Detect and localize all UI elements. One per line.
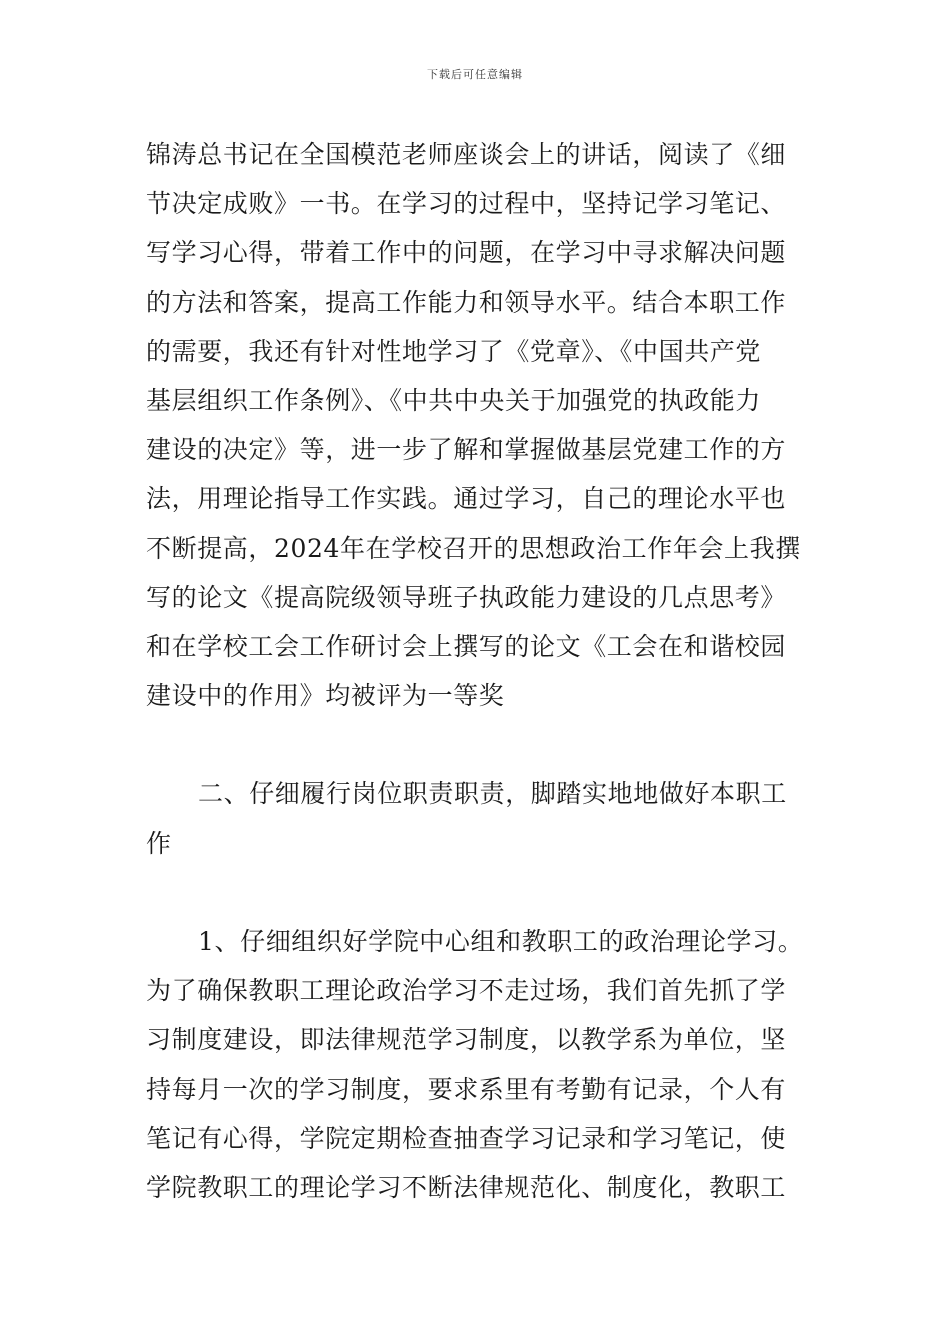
text-line: 建设中的作用》均被评为一等奖 [146, 681, 505, 711]
text-line: 锦涛总书记在全国模范老师座谈会上的讲话，阅读了《细 [146, 140, 787, 169]
text-line: 的需要，我还有针对性地学习了《党章》、《中国共产党 [146, 336, 762, 366]
text-line: 节决定成败》一书。在学习的过程中，坚持记学习笔记、 [146, 189, 787, 219]
paragraph-item-one [146, 917, 816, 1212]
page-header: 下载后可任意编辑 [427, 68, 523, 81]
text-line: 持每月一次的学习制度，要求系里有考勤有记录，个人有 [146, 1074, 787, 1104]
text-line: 学院教职工的理论学习不断法律规范化、制度化，教职工 [146, 1172, 787, 1202]
section-heading-two [146, 769, 816, 867]
text-line: 1、仔细组织好学院中心组和教职工的政治理论学习。 [198, 927, 804, 956]
text-line: 不断提高，2024年在学校召开的思想政治工作年会上我撰 [146, 533, 801, 563]
text-line: 为了确保教职工理论政治学习不走过场，我们首先抓了学 [146, 976, 787, 1006]
paragraph-spacer [146, 868, 816, 917]
text-line: 基层组织工作条例》、《中共中央关于加强党的执政能力 [146, 385, 762, 415]
text-line: 和在学校工会工作研讨会上撰写的论文《工会在和谐校园 [146, 631, 787, 661]
text-line: 的方法和答案，提高工作能力和领导水平。结合本职工作 [146, 287, 787, 317]
document-body [146, 130, 816, 1212]
paragraph-spacer [146, 720, 816, 769]
text-line: 写的论文《提高院级领导班子执政能力建设的几点思考》 [146, 582, 787, 612]
text-line: 笔记有心得，学院定期检查抽查学习记录和学习笔记，使 [146, 1123, 787, 1153]
text-line: 二、仔细履行岗位职责职责，脚踏实地地做好本职工 [198, 779, 787, 809]
text-line: 写学习心得，带着工作中的问题，在学习中寻求解决问题 [146, 238, 787, 268]
text-line: 作 [146, 828, 172, 858]
text-line: 法，用理论指导工作实践。通过学习，自己的理论水平也 [146, 484, 787, 514]
paragraph-study-summary [146, 130, 816, 720]
text-line: 习制度建设，即法律规范学习制度，以教学系为单位，坚 [146, 1025, 787, 1055]
text-line: 建设的决定》等，进一步了解和掌握做基层党建工作的方 [146, 435, 787, 465]
